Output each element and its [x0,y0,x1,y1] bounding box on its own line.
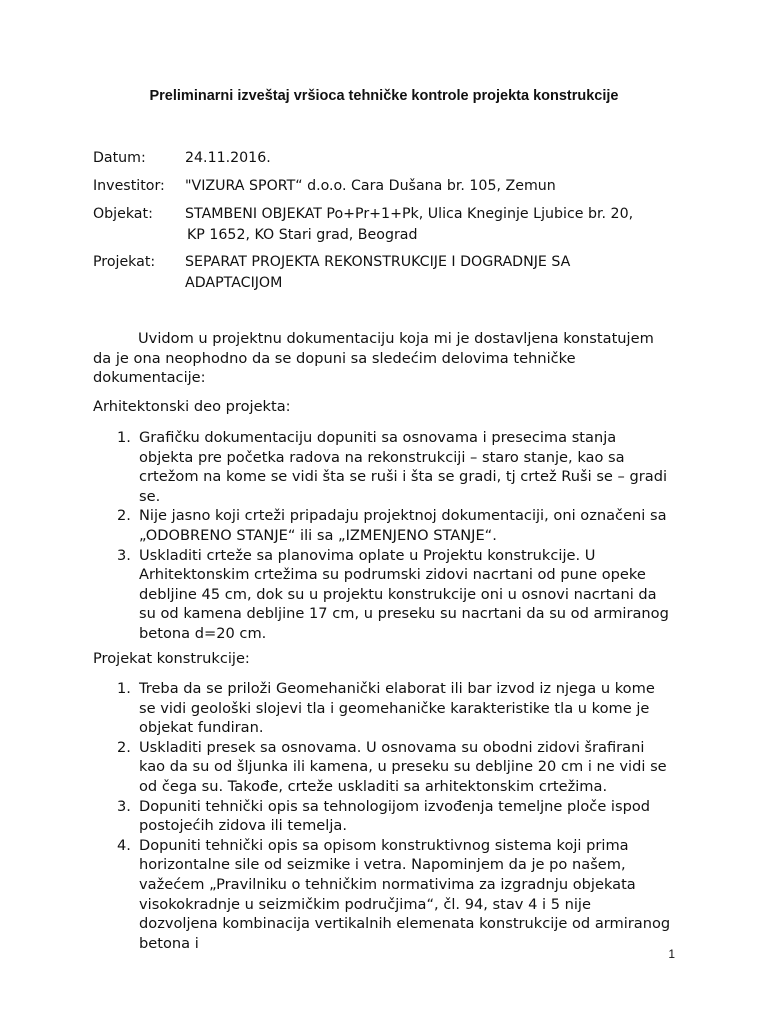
arch-heading: Arhitektonski deo projekta: [93,398,291,415]
arch-list [93,428,673,644]
projekat-label: Projekat: [93,254,156,270]
document-title: Preliminarni izveštaj vršioca tehničke kontrole projekta konstrukcije [149,88,619,104]
list-item [93,428,673,506]
list-item [93,797,673,836]
datum-value: 24.11.2016. [185,150,271,166]
konstr-list [93,679,673,953]
item-text: Uskladiti presek sa osnovama. U osnovama su obodni zidovi šrafirani kao da su od šljunka ili kamena, u preseku su debljine 20 cm i ne vidi se od čega su. Takođe, crteže uskladiti sa arhitektonskim crtežima. [139,738,667,795]
item-number: 2. [117,738,131,756]
item-text: Grafičku dokumentaciju dopuniti sa osnovama i presecima stanja objekta pre početka radova na rekonstrukciji – staro stanje, kao sa crtežom na kome se vidi šta se ruši i šta se gradi, tj crtež Ruši se – gradi se. [139,429,668,505]
objekat-label: Objekat: [93,206,153,222]
list-item [93,546,673,644]
item-text: Uskladiti crteže sa planovima oplate u Projektu konstrukcije. U Arhitektonskim crtežima su podrumski zidovi nacrtani od pune opeke debljine 45 cm, dok su u projektu konstrukcije oni u osnovi nacrtani da su od kamena debljine 17 cm, u preseku su nacrtani da su od armiranog betona d=20 cm. [139,546,669,642]
item-number: 1. [117,680,131,697]
meta-datum [93,148,665,169]
objekat-value-line-2: KP 1652, KO Stari grad, Beograd [187,227,418,243]
list-item [93,679,673,738]
objekat-value-line-1: STAMBENI OBJEKAT Po+Pr+1+Pk, Ulica Kneginje Ljubice br. 20, [185,206,634,222]
objekat-value [185,204,665,246]
item-number: 1. [117,429,131,446]
item-number: 2. [117,507,131,525]
meta-objekat [93,204,665,246]
item-number: 3. [117,546,131,564]
investitor-label: Investitor: [93,178,165,194]
meta-projekat [93,252,665,294]
datum-label: Datum: [93,150,146,166]
investitor-value: "VIZURA SPORT“ d.o.o. Cara Dušana br. 105, Zemun [185,178,556,194]
item-text: Nije jasno koji crteži pripadaju projektnoj dokumentaciji, oni označeni sa „ODOBRENO STANJE“ ili sa „IZMENJENO STANJE“. [139,507,667,544]
projekat-value-line-1: SEPARAT PROJEKTA REKONSTRUKCIJE I DOGRADNJE SA [185,254,571,270]
item-text: Treba da se priloži Geomehanički elaborat ili bar izvod iz njega u kome se vidi geološki slojevi tla i geomehaničke karakteristike tla u kome je objekat fundiran. [139,680,655,737]
list-item [93,738,673,797]
page-number: 1 [668,947,675,961]
list-item [93,836,673,954]
konstr-heading: Projekat konstrukcije: [93,650,250,667]
item-text: Dopuniti tehnički opis sa opisom konstruktivnog sistema koji prima horizontalne sile od seizmike i vetra. Napominjem da je po našem, važećem „Pravilniku o tehničkim normativima za izgradnju objekata visokokradnje u seizmičkim područjima“, čl. 94, stav 4 i 5 nije dozvoljena kombinacija vertikalnih elemenata konstrukcije od armiranog betona i [139,836,671,952]
intro-paragraph: Uvidom u projektnu dokumentaciju koja mi je dostavljena konstatujem da je ona neophodno da se dopuni sa sledećim delovima tehničke dokumentacije: [93,330,654,387]
projekat-value [185,252,665,294]
item-number: 4. [117,836,131,854]
item-text: Dopuniti tehnički opis sa tehnologijom izvođenja temeljne ploče ispod postojećih zidova ili temelja. [139,797,651,835]
list-item [93,506,673,545]
meta-investitor [93,176,665,197]
item-number: 3. [117,797,131,815]
projekat-value-line-2: ADAPTACIJOM [185,275,283,291]
